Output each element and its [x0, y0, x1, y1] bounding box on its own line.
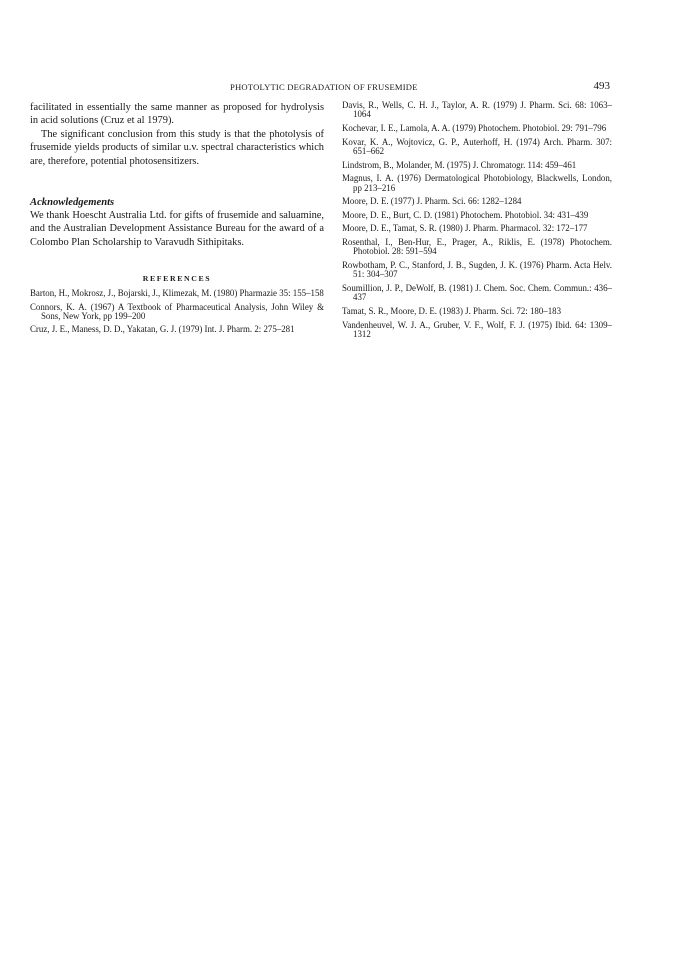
page-header [30, 82, 610, 96]
reference-item: Kochevar, I. E., Lamola, A. A. (1979) Photochem. Photobiol. 29: 791–796 [342, 123, 607, 133]
reference-item: Soumillion, J. P., DeWolf, B. (1981) J. Chem. Soc. Chem. Commun.: 436–437 [342, 282, 612, 303]
running-title: PHOTOLYTIC DEGRADATION OF FRUSEMIDE [230, 82, 418, 92]
reference-item: Moore, D. E., Tamat, S. R. (1980) J. Pharm. Pharmacol. 32: 172–177 [342, 223, 588, 234]
reference-item: Rowbotham, P. C., Stanford, J. B., Sugden, J. K. (1976) Pharm. Acta Helv. 51: 304–307 [342, 259, 612, 280]
reference-item: Lindstrom, B., Molander, M. (1975) J. Chromatogr. 114: 459–461 [342, 159, 577, 170]
reference-item: Barton, H., Mokrosz, J., Bojarski, J., Klimezak, M. (1980) Pharmazie 35: 155–158 [30, 288, 324, 299]
reference-item: Tamat, S. R., Moore, D. E. (1983) J. Pharm. Sci. 72: 180–183 [342, 305, 562, 316]
reference-item: Rosenthal, I., Ben-Hur, E., Prager, A., Riklis, E. (1978) Photochem. Photobiol. 28: 591–594 [342, 236, 612, 257]
reference-item: Moore, D. E. (1977) J. Pharm. Sci. 66: 1282–1284 [342, 196, 522, 207]
left-column [30, 101, 324, 339]
reference-item: Vandenheuvel, W. J. A., Gruber, V. F., Wolf, F. J. (1975) Ibid. 64: 1309–1312 [342, 319, 612, 339]
conclusion-paragraph: The significant conclusion from this study is that the photolysis of frusemide yields products of similar u.v. spectral characteristics which are, therefore, potential photosensitizers. [30, 128, 324, 167]
reference-item: Kovar, K. A., Wojtovicz, G. P., Auterhoff, H. (1974) Arch. Pharm. 307: 651–662 [342, 136, 612, 156]
reference-item: Moore, D. E., Burt, C. D. (1981) Photochem. Photobiol. 34: 431–439 [342, 209, 589, 220]
acknowledgements-text: We thank Hoescht Australia Ltd. for gifts of frusemide and saluamine, and the Australian Development Assistance Bureau for the award of a Colombo Plan Scholarship to Varavudh Sithipitaks. [30, 210, 324, 248]
right-column [342, 101, 612, 344]
body-paragraph: facilitated in essentially the same manner as proposed for hydrolysis in acid solutions (Cruz et al 1979). [30, 102, 324, 127]
references-heading: REFERENCES [142, 274, 212, 284]
reference-item: Davis, R., Wells, C. H. J., Taylor, A. R. (1979) J. Pharm. Sci. 68: 1063–1064 [342, 100, 612, 120]
acknowledgements-heading: Acknowledgements [30, 197, 115, 209]
reference-item: Connors, K. A. (1967) A Textbook of Pharmaceutical Analysis, John Wiley & Sons, New York, pp 199–200 [30, 301, 324, 322]
reference-item: Cruz, J. E., Maness, D. D., Yakatan, G. J. (1979) Int. J. Pharm. 2: 275–281 [30, 324, 295, 335]
page-number: 493 [593, 80, 610, 92]
reference-item: Magnus, I. A. (1976) Dermatological Photobiology, Blackwells, London, pp 213–216 [342, 173, 612, 193]
